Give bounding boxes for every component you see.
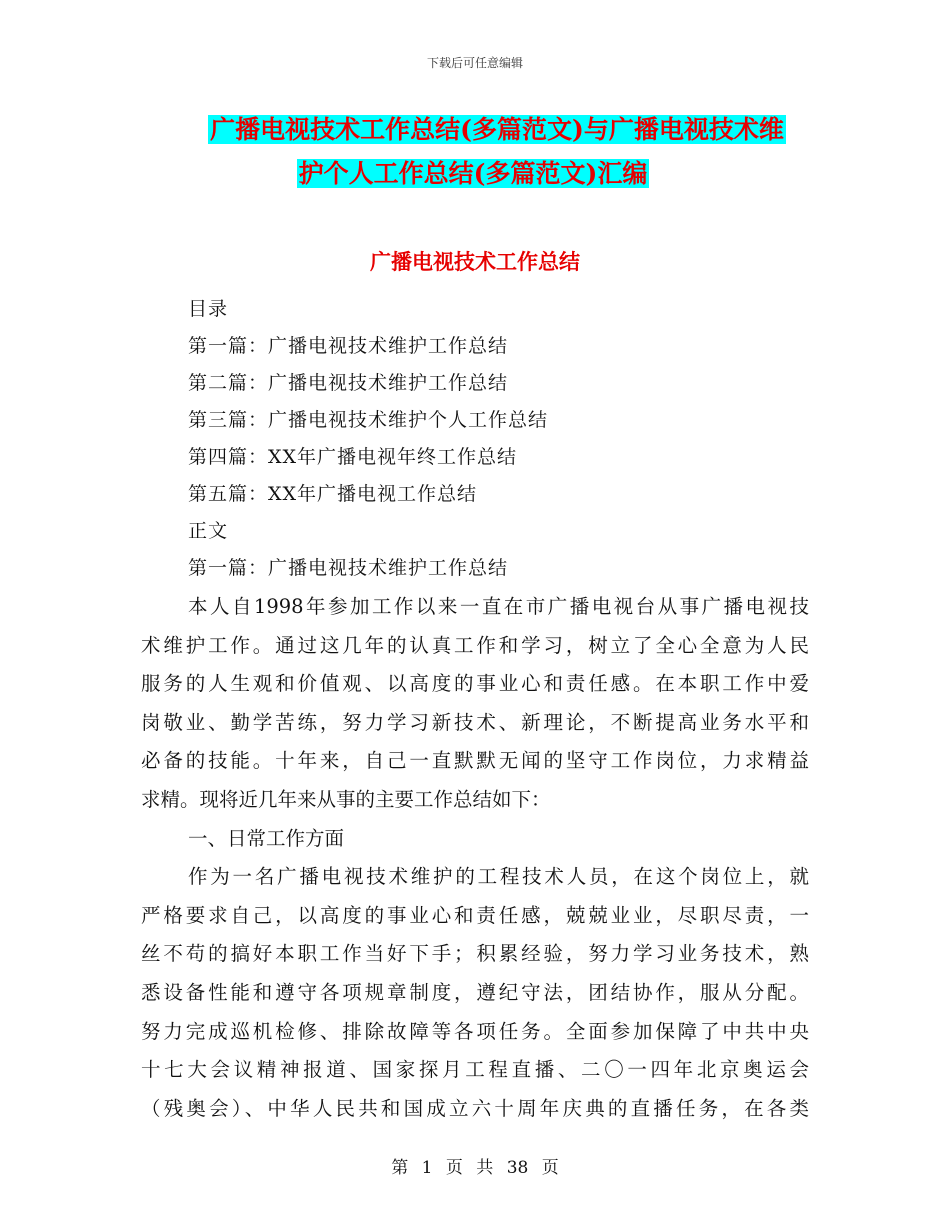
subheading: 一、日常工作方面 [188,826,345,850]
table-of-contents [188,291,548,587]
toc-item: 第三篇：广播电视技术维护个人工作总结 [188,409,549,431]
toc-item: 第四篇：XX年广播电视年终工作总结 [188,446,518,468]
page-number-footer: 第 1 页 共 38 页 [391,1158,559,1178]
paragraph-line: 十七大会议精神报道、国家探月工程直播、二〇一四年北京奥运会 [141,1058,809,1082]
toc-item: 第二篇：广播电视技术维护工作总结 [188,372,509,394]
header-note: 下载后可任意编辑 [426,56,523,70]
document-title-line-2-text: 护个人工作总结(多篇范文)汇编 [298,159,648,188]
toc-item: 第五篇：XX年广播电视工作总结 [188,483,478,505]
section-title: 广播电视技术工作总结 [370,249,580,274]
document-title-line-1 [22,111,950,149]
toc-item: 第一篇：广播电视技术维护工作总结 [188,335,509,357]
body-text [141,588,809,1128]
toc-heading: 目录 [188,298,229,320]
paragraph-line: 悉设备性能和遵守各项规章制度，遵纪守法，团结协作，服从分配。 [141,980,809,1004]
paragraph-line: 必备的技能。十年来，自己一直默默无闻的坚守工作岗位，力求精益 [141,749,809,773]
paragraph-line: 服务的人生观和价值观、以高度的事业心和责任感。在本职工作中爱 [141,672,809,696]
paragraph-line: 作为一名广播电视技术维护的工程技术人员，在这个岗位上，就 [188,865,809,889]
paragraph-line: 丝不苟的搞好本职工作当好下手；积累经验，努力学习业务技术，熟 [141,942,809,966]
paragraph-line: 努力完成巡机检修、排除故障等各项任务。全面参加保障了中共中央 [141,1019,809,1043]
document-title-line-2 [0,155,948,193]
body-heading: 正文 [188,520,229,542]
chapter-heading: 第一篇：广播电视技术维护工作总结 [188,557,509,579]
paragraph-line: 求精。现将近几年来从事的主要工作总结如下： [141,787,551,811]
paragraph-line: （残奥会）、中华人民共和国成立六十周年庆典的直播任务，在各类 [141,1096,809,1120]
paragraph-line: 严格要求自己，以高度的事业心和责任感，兢兢业业，尽职尽责，一 [141,903,809,927]
paragraph-line: 术维护工作。通过这几年的认真工作和学习，树立了全心全意为人民 [141,633,809,657]
document-title-line-1-text: 广播电视技术工作总结(多篇范文)与广播电视技术维 [210,115,784,144]
paragraph-line: 本人自1998年参加工作以来一直在市广播电视台从事广播电视技 [188,595,809,618]
paragraph-line: 岗敬业、勤学苦练，努力学习新技术、新理论，不断提高业务水平和 [141,710,809,734]
